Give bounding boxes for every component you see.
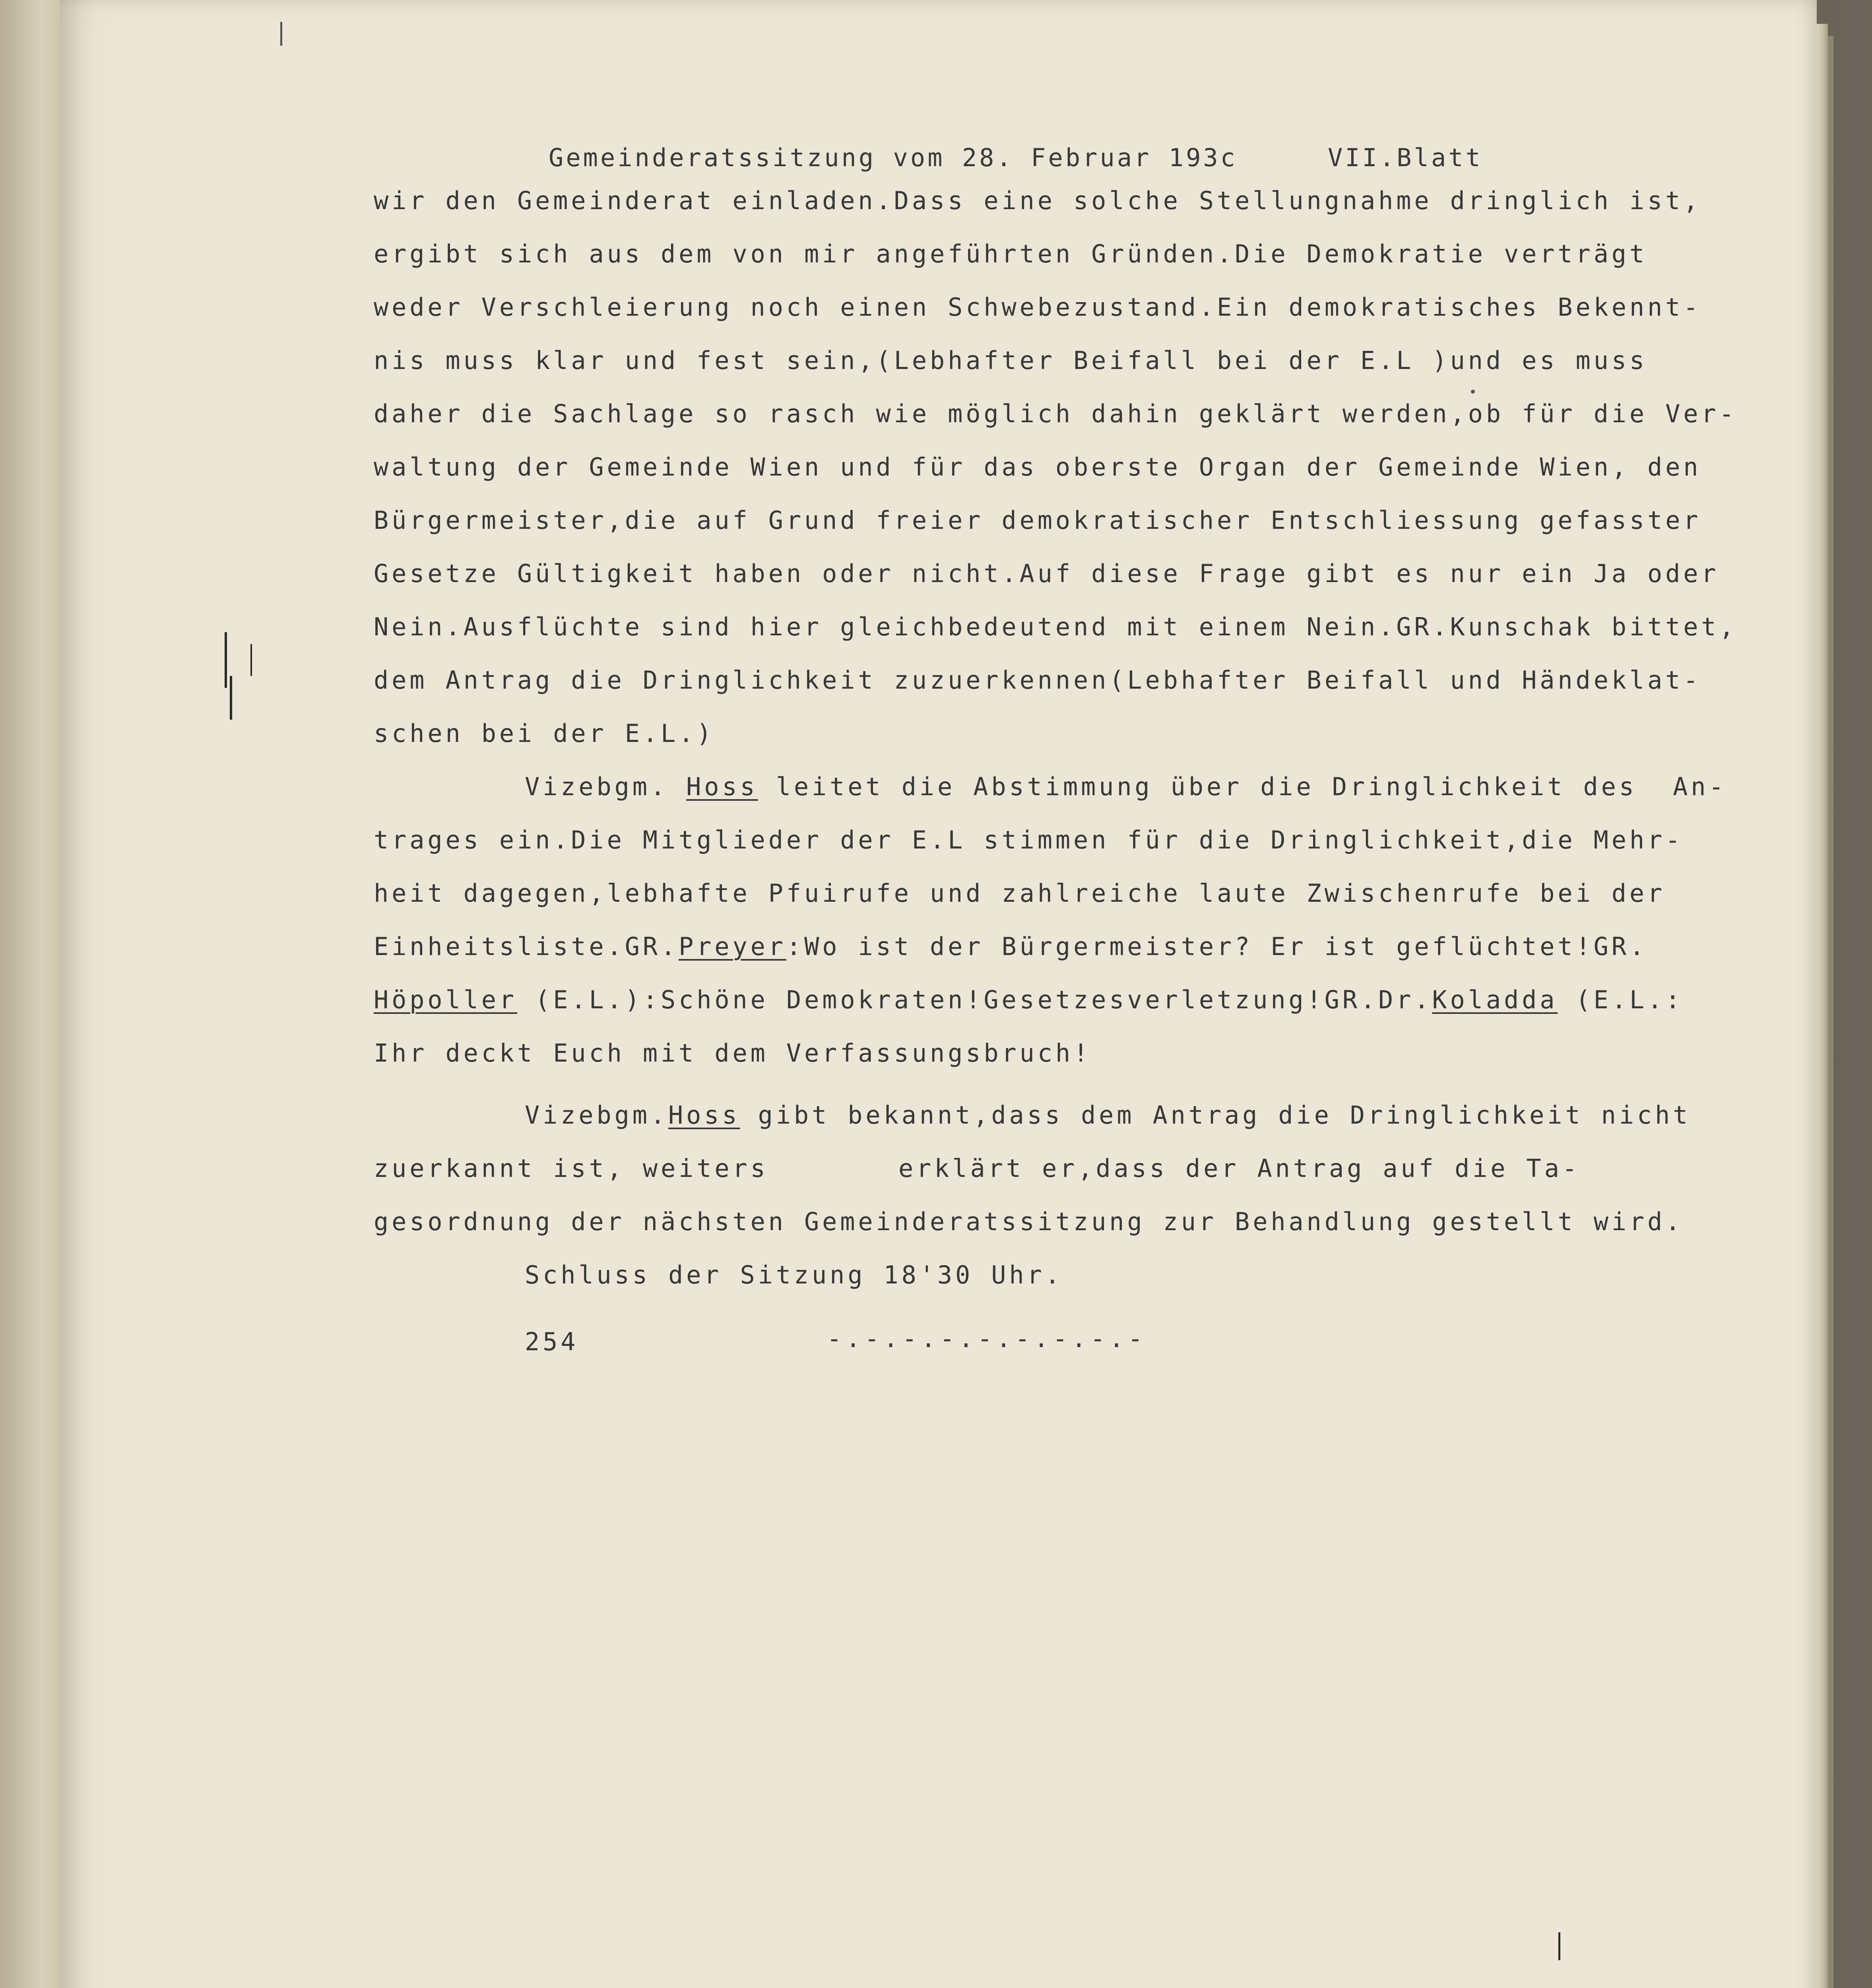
- text-line: [374, 982, 1683, 1018]
- speaker-name: Höpoller: [374, 985, 518, 1014]
- margin-mark: [1558, 1932, 1560, 1960]
- text-line: [525, 1097, 1691, 1133]
- text-line: Gesetze Gültigkeit haben oder nicht.Auf diese Frage gibt es nur ein Ja oder: [374, 559, 1719, 588]
- page-stack-shadow: [1828, 36, 1833, 1988]
- text-fragment: gibt bekannt,dass dem Antrag die Dringlichkeit nicht: [740, 1101, 1691, 1130]
- text-line: trages ein.Die Mitglieder der E.L stimmen für die Dringlichkeit,die Mehr-: [374, 825, 1684, 854]
- text-line: [525, 769, 1727, 805]
- text-line: [374, 929, 1647, 965]
- text-line: weder Verschleierung noch einen Schwebezustand.Ein demokratisches Bekennt-: [374, 293, 1701, 322]
- page-number: 254: [525, 1327, 579, 1356]
- page-stack-edge: [1817, 24, 1828, 1988]
- text-fragment: Einheitsliste.GR.: [374, 932, 679, 961]
- text-line: Schluss der Sitzung 18'30 Uhr.: [525, 1260, 1063, 1289]
- text-line: Ihr deckt Euch mit dem Verfassungsbruch!: [374, 1039, 1092, 1068]
- end-separator: -.-.-.-.-.-.-.-.-: [827, 1324, 1147, 1353]
- text-line: waltung der Gemeinde Wien und für das oberste Organ der Gemeinde Wien, den: [374, 452, 1701, 481]
- ink-speck: [1471, 390, 1475, 394]
- margin-mark: [225, 632, 227, 688]
- text-line: ergibt sich aus dem von mir angeführten Gründen.Die Demokratie verträgt: [374, 239, 1648, 268]
- margin-tick: [280, 22, 282, 46]
- speaker-name: Koladda: [1432, 985, 1558, 1014]
- session-title: Gemeinderatssitzung vom 28. Februar 193c: [549, 143, 1238, 172]
- sheet-number: VII.Blatt: [1328, 143, 1483, 172]
- text-fragment: leitet die Abstimmung über die Dringlichkeit des An-: [758, 772, 1727, 801]
- text-fragment: :Wo ist der Bürgermeister? Er ist geflüchtet!GR.: [786, 932, 1648, 961]
- text-line: zuerkannt ist, weiters: [374, 1154, 768, 1183]
- text-line: daher die Sachlage so rasch wie möglich dahin geklärt werden,ob für die Ver-: [374, 399, 1737, 428]
- text-fragment: (E.L.):Schöne Demokraten!Gesetzesverletzung!GR.Dr.: [517, 985, 1432, 1014]
- speaker-name: Preyer: [679, 932, 786, 961]
- text-line: Bürgermeister,die auf Grund freier demokratischer Entschliessung gefasster: [374, 506, 1701, 535]
- text-line: wir den Gemeinderat einladen.Dass eine solche Stellungnahme dringlich ist,: [374, 186, 1701, 215]
- margin-mark: [250, 644, 252, 676]
- speaker-name: Hoss: [686, 772, 758, 801]
- speaker-name: Hoss: [668, 1101, 740, 1130]
- facing-page-edge: [0, 0, 60, 1988]
- text-line: dem Antrag die Dringlichkeit zuzuerkennen(Lebhafter Beifall und Händeklat-: [374, 666, 1701, 695]
- text-line: nis muss klar und fest sein,(Lebhafter Beifall bei der E.L )und es muss: [374, 346, 1648, 375]
- text-fragment: Vizebgm.: [525, 1101, 669, 1130]
- text-line: gesordnung der nächsten Gemeinderatssitzung zur Behandlung gestellt wird.: [374, 1207, 1684, 1236]
- text-fragment: Vizebgm.: [525, 772, 687, 801]
- text-line: schen bei der E.L.): [374, 719, 715, 748]
- text-line: heit dagegen,lebhafte Pfuirufe und zahlreiche laute Zwischenrufe bei der: [374, 879, 1666, 908]
- text-line: Nein.Ausflüchte sind hier gleichbedeutend mit einem Nein.GR.Kunschak bittet,: [374, 612, 1737, 641]
- text-fragment: (E.L.:: [1558, 985, 1684, 1014]
- page-header: [549, 143, 1511, 179]
- text-line: erklärt er,dass der Antrag auf die Ta-: [898, 1154, 1580, 1183]
- margin-mark: [230, 676, 232, 720]
